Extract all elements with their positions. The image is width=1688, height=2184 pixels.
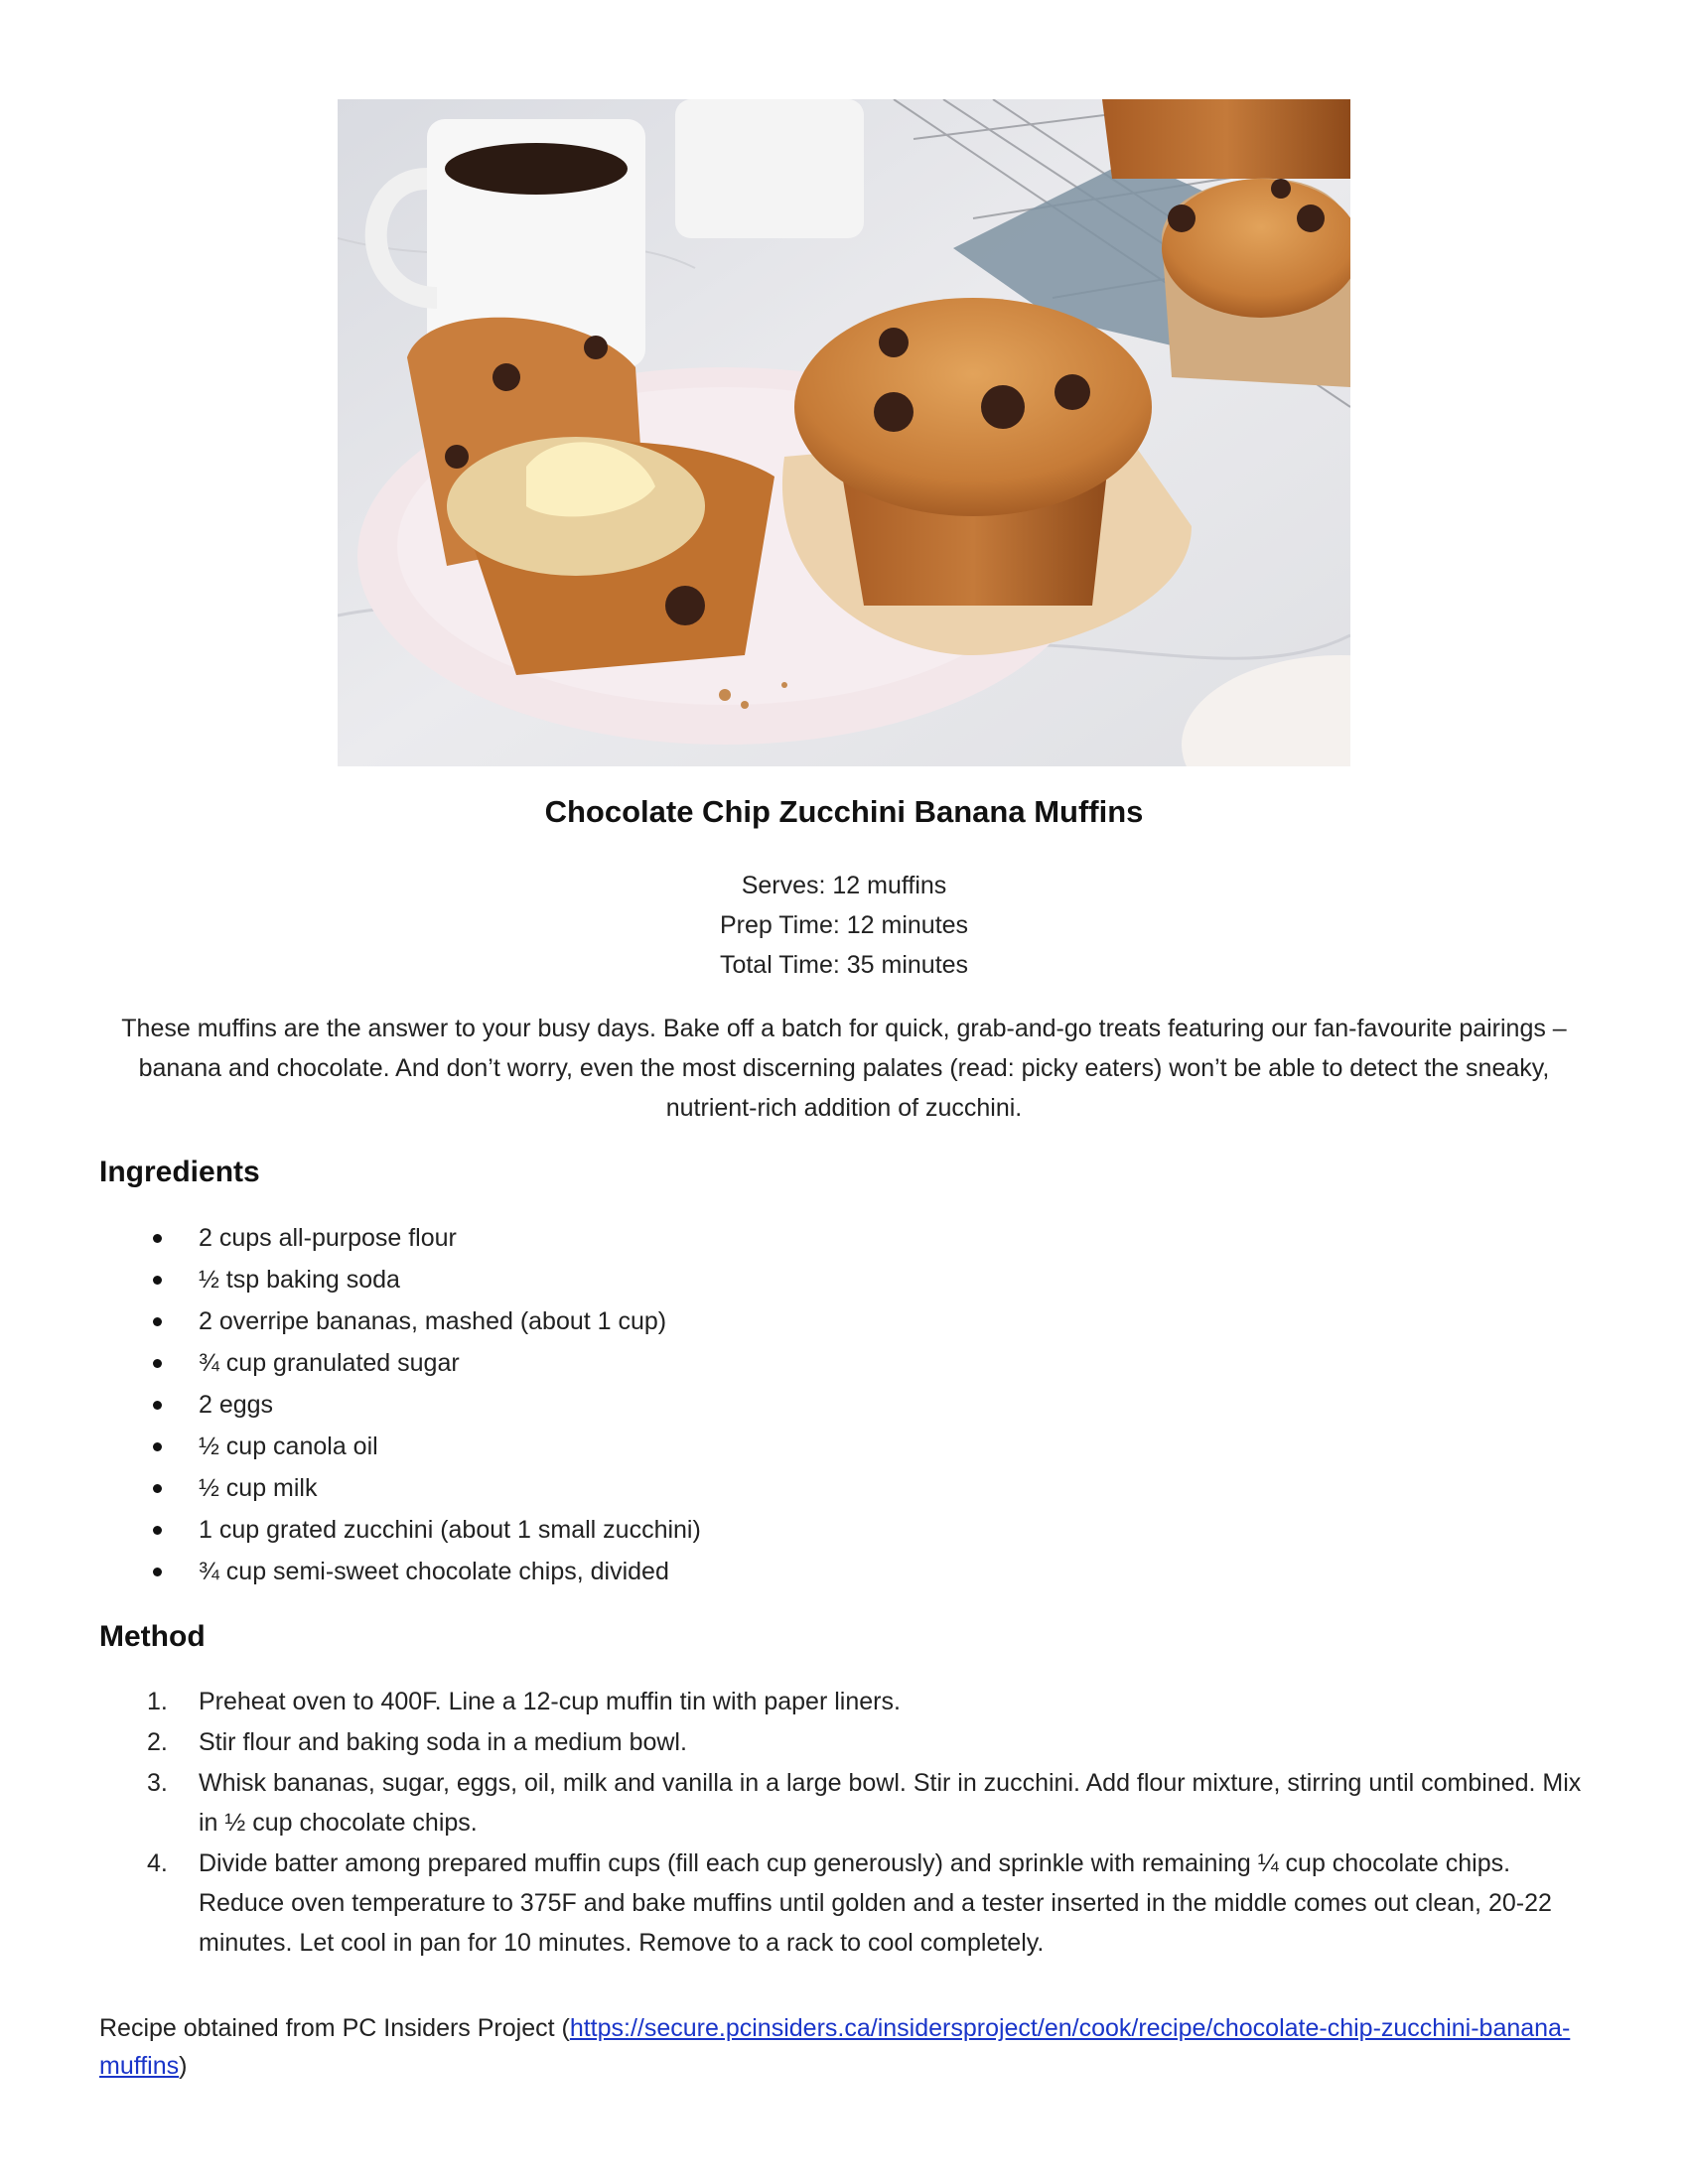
bullet-icon — [153, 1526, 162, 1535]
method-step — [99, 1763, 1589, 1843]
ingredient-item: ½ cup canola oil — [99, 1426, 1489, 1467]
bullet-icon — [153, 1401, 162, 1410]
step-text: Whisk bananas, sugar, eggs, oil, milk and vanilla in a large bowl. Stir in zucchini. Add flour mixture, stirring until combined. Mix in ½ cup chocolate chips. — [199, 1769, 1582, 1837]
bullet-icon — [153, 1234, 162, 1243]
prep-time-text: Prep Time: 12 minutes — [719, 911, 969, 939]
ingredient-item: ½ tsp baking soda — [99, 1259, 1489, 1300]
source-suffix: ) — [179, 2052, 188, 2080]
method-step — [99, 1722, 1589, 1762]
bullet-icon — [153, 1317, 162, 1326]
step-number: 4. — [147, 1849, 168, 1877]
bullet-icon — [153, 1276, 162, 1285]
step-number: 3. — [147, 1769, 168, 1797]
ingredient-item: 2 overripe bananas, mashed (about 1 cup) — [99, 1300, 1489, 1342]
method-heading: Method — [99, 1620, 206, 1653]
step-number: 2. — [147, 1728, 168, 1756]
ingredient-item: ½ cup milk — [99, 1467, 1489, 1509]
source-credit — [99, 2009, 1589, 2085]
serves-text: Serves: 12 muffins — [741, 872, 947, 899]
method-step — [99, 1682, 1589, 1721]
recipe-intro: These muffins are the answer to your busy days. Bake off a batch for quick, grab-and-go treats featuring our fan-favourite pairings – banana and chocolate. And don’t worry, even the most discerning palates (read: picky eaters) won’t be able to detect the sneaky, nutrient-rich addition of zucchini. — [121, 1015, 1567, 1122]
total-time-text: Total Time: 35 minutes — [719, 951, 969, 979]
step-text: Preheat oven to 400F. Line a 12-cup muffin tin with paper liners. — [199, 1688, 901, 1715]
ingredient-item: ¾ cup semi-sweet chocolate chips, divided — [99, 1551, 1489, 1592]
bullet-icon — [153, 1359, 162, 1368]
ingredients-list — [99, 1217, 1489, 1592]
source-link[interactable]: https://secure.pcinsiders.ca/insidersproject/en/cook/recipe/chocolate-chip-zucchini-banana-muffins — [99, 2014, 1571, 2080]
method-list — [99, 1682, 1589, 1964]
ingredient-item: ¾ cup granulated sugar — [99, 1342, 1489, 1384]
method-step — [99, 1843, 1589, 1963]
ingredients-heading: Ingredients — [99, 1156, 260, 1188]
recipe-meta — [0, 866, 1688, 985]
ingredient-item: 2 eggs — [99, 1384, 1489, 1426]
bullet-icon — [153, 1484, 162, 1493]
source-prefix: Recipe obtained from PC Insiders Project ( — [99, 2014, 570, 2042]
ingredient-item: 1 cup grated zucchini (about 1 small zucchini) — [99, 1509, 1489, 1551]
bullet-icon — [153, 1442, 162, 1451]
muffin-photo — [338, 99, 1350, 766]
step-number: 1. — [147, 1688, 168, 1715]
ingredient-item: 2 cups all-purpose flour — [99, 1217, 1489, 1259]
step-text: Stir flour and baking soda in a medium bowl. — [199, 1728, 687, 1756]
recipe-title: Chocolate Chip Zucchini Banana Muffins — [544, 794, 1144, 829]
bullet-icon — [153, 1568, 162, 1576]
step-text: Divide batter among prepared muffin cups (fill each cup generously) and sprinkle with remaining ¼ cup chocolate chips. Reduce oven temperature to 375F and bake muffins until golden and a tester inserted in the middle comes out clean, 20-22 minutes. Let cool in pan for 10 minutes. Remove to a rack to cool completely. — [199, 1849, 1552, 1957]
